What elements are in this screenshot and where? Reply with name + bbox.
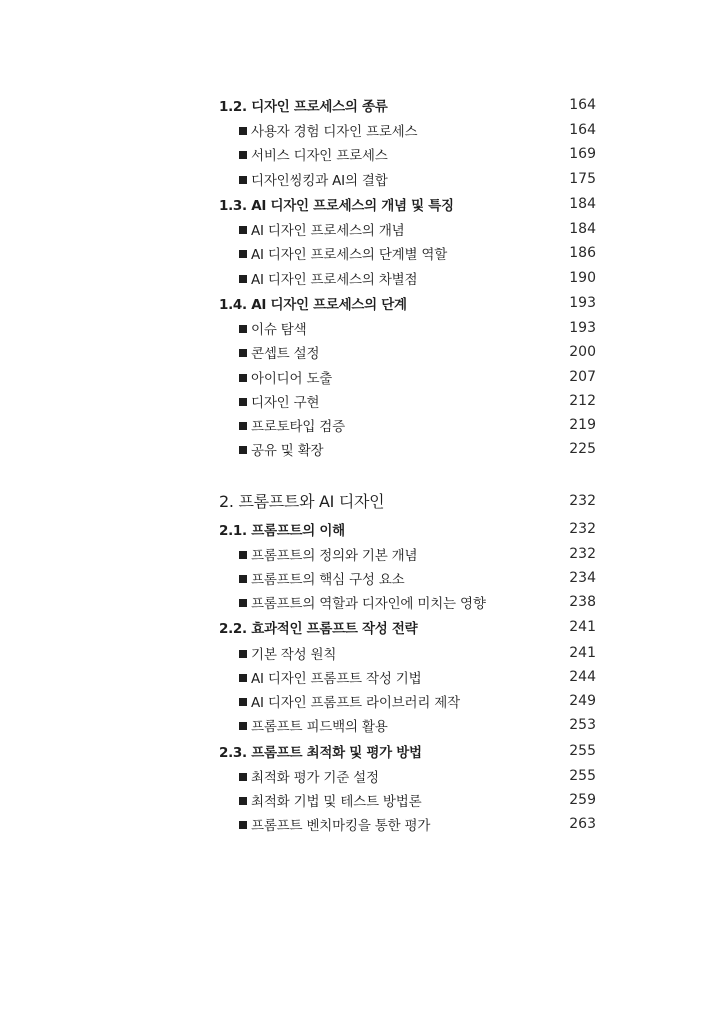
toc-section-2-3[interactable]	[219, 738, 596, 764]
toc-item[interactable]	[219, 217, 596, 241]
bullet-square-icon	[239, 422, 247, 430]
item-title: AI 디자인 프로세스의 단계별 역할	[239, 243, 447, 263]
toc-item[interactable]	[219, 713, 596, 737]
toc-item[interactable]	[219, 640, 596, 664]
section-title: 1.4. AI 디자인 프로세스의 단계	[219, 296, 407, 313]
toc-item[interactable]	[219, 542, 596, 566]
page-number: 259	[569, 792, 596, 809]
page-number: 219	[569, 417, 596, 434]
bullet-square-icon	[239, 250, 247, 258]
page-number: 234	[569, 570, 596, 586]
toc-item[interactable]	[219, 167, 596, 191]
page-number: 184	[569, 221, 596, 238]
bullet-square-icon	[239, 674, 247, 682]
page-number: 241	[569, 644, 596, 661]
item-title: AI 디자인 프롬프트 작성 기법	[239, 667, 421, 687]
toc-item[interactable]	[219, 689, 596, 713]
item-title: 최적화 평가 기준 설정	[239, 766, 379, 786]
section-title: 2.2. 효과적인 프롬프트 작성 전략	[219, 621, 418, 638]
bullet-square-icon	[239, 325, 247, 333]
item-title: AI 디자인 프롬프트 라이브러리 제작	[239, 691, 460, 711]
item-title: 프롬프트 피드백의 활용	[239, 715, 388, 735]
page-number: 232	[569, 545, 596, 562]
toc-section-2-1[interactable]	[219, 516, 596, 542]
bullet-square-icon	[239, 551, 247, 559]
item-title: 프로토타입 검증	[239, 415, 345, 435]
item-title: AI 디자인 프로세스의 개념	[239, 219, 405, 239]
bullet-square-icon	[239, 176, 247, 184]
table-of-contents	[219, 92, 596, 837]
item-title: 아이디어 도출	[239, 367, 332, 387]
section-title: 1.3. AI 디자인 프로세스의 개념 및 특징	[219, 197, 454, 214]
page-number: 184	[569, 195, 596, 212]
page-number: 207	[569, 368, 596, 385]
toc-section-1-4[interactable]	[219, 290, 596, 316]
bullet-square-icon	[239, 698, 247, 706]
item-title: 프롬프트의 역할과 디자인에 미치는 영향	[239, 592, 486, 612]
item-title: 콘셉트 설정	[239, 342, 319, 362]
page-number: 175	[569, 170, 596, 187]
bullet-square-icon	[239, 821, 247, 829]
page-number: 190	[569, 269, 596, 286]
bullet-square-icon	[239, 349, 247, 357]
bullet-square-icon	[239, 599, 247, 607]
toc-section-2-2[interactable]	[219, 614, 596, 640]
bullet-square-icon	[239, 722, 247, 730]
section-title: 1.2. 디자인 프로세스의 종류	[219, 99, 388, 115]
item-title: 이슈 탐색	[239, 318, 306, 338]
page-number: 255	[569, 767, 596, 784]
toc-item[interactable]	[219, 413, 596, 437]
bullet-square-icon	[239, 575, 247, 583]
section-title: 2.1. 프롬프트의 이해	[219, 522, 345, 539]
toc-item[interactable]	[219, 389, 596, 413]
section-title: 2.3. 프롬프트 최적화 및 평가 방법	[219, 744, 422, 761]
page-number: 253	[569, 717, 596, 734]
toc-item[interactable]	[219, 364, 596, 388]
item-title: AI 디자인 프로세스의 차별점	[239, 268, 417, 288]
page-number: 232	[569, 492, 596, 509]
page-number: 225	[569, 441, 596, 458]
bullet-square-icon	[239, 374, 247, 382]
page-number: 169	[569, 146, 596, 163]
bullet-square-icon	[239, 275, 247, 283]
item-title: 최적화 기법 및 테스트 방법론	[239, 790, 421, 810]
item-title: 디자인씽킹과 AI의 결합	[239, 169, 388, 189]
bullet-square-icon	[239, 650, 247, 658]
item-title: 프롬프트의 핵심 구성 요소	[239, 568, 405, 588]
bullet-square-icon	[239, 797, 247, 805]
toc-item[interactable]	[219, 788, 596, 812]
page-number: 244	[569, 668, 596, 685]
page-number: 193	[569, 319, 596, 336]
item-title: 서비스 디자인 프로세스	[239, 144, 388, 164]
toc-item[interactable]	[219, 665, 596, 689]
item-title: 공유 및 확장	[239, 439, 323, 459]
item-title: 디자인 구현	[239, 391, 319, 411]
toc-item[interactable]	[219, 764, 596, 788]
bullet-square-icon	[239, 446, 247, 454]
toc-item[interactable]	[219, 265, 596, 289]
toc-item[interactable]	[219, 566, 596, 590]
page-number: 255	[569, 742, 596, 759]
bullet-square-icon	[239, 226, 247, 234]
toc-item[interactable]	[219, 316, 596, 340]
page-number: 232	[569, 520, 596, 537]
page-number: 249	[569, 693, 596, 710]
page-number: 164	[569, 97, 596, 113]
toc-item[interactable]	[219, 241, 596, 265]
page-number: 200	[569, 344, 596, 361]
page-number: 238	[569, 594, 596, 611]
bullet-square-icon	[239, 127, 247, 135]
toc-item[interactable]	[219, 437, 596, 461]
page-number: 263	[569, 816, 596, 833]
toc-item[interactable]	[219, 590, 596, 614]
toc-item[interactable]	[219, 812, 596, 836]
toc-item[interactable]	[219, 118, 596, 142]
bullet-square-icon	[239, 398, 247, 406]
toc-section-1-3[interactable]	[219, 191, 596, 217]
page-number: 193	[569, 294, 596, 311]
page-number: 186	[569, 245, 596, 262]
page-number: 241	[569, 619, 596, 636]
chapter-title: 2. 프롬프트와 AI 디자인	[219, 492, 385, 512]
item-title: 사용자 경험 디자인 프로세스	[239, 120, 417, 140]
toc-item[interactable]	[219, 142, 596, 166]
bullet-square-icon	[239, 773, 247, 781]
toc-chapter-2[interactable]	[219, 486, 596, 516]
toc-item[interactable]	[219, 340, 596, 364]
item-title: 기본 작성 원칙	[239, 643, 336, 663]
page-number: 164	[569, 122, 596, 139]
item-title: 프롬프트 벤치마킹을 통한 평가	[239, 814, 430, 834]
page-number: 212	[569, 392, 596, 409]
toc-section-1-2[interactable]	[219, 92, 596, 118]
item-title: 프롬프트의 정의와 기본 개념	[239, 544, 417, 564]
bullet-square-icon	[239, 151, 247, 159]
